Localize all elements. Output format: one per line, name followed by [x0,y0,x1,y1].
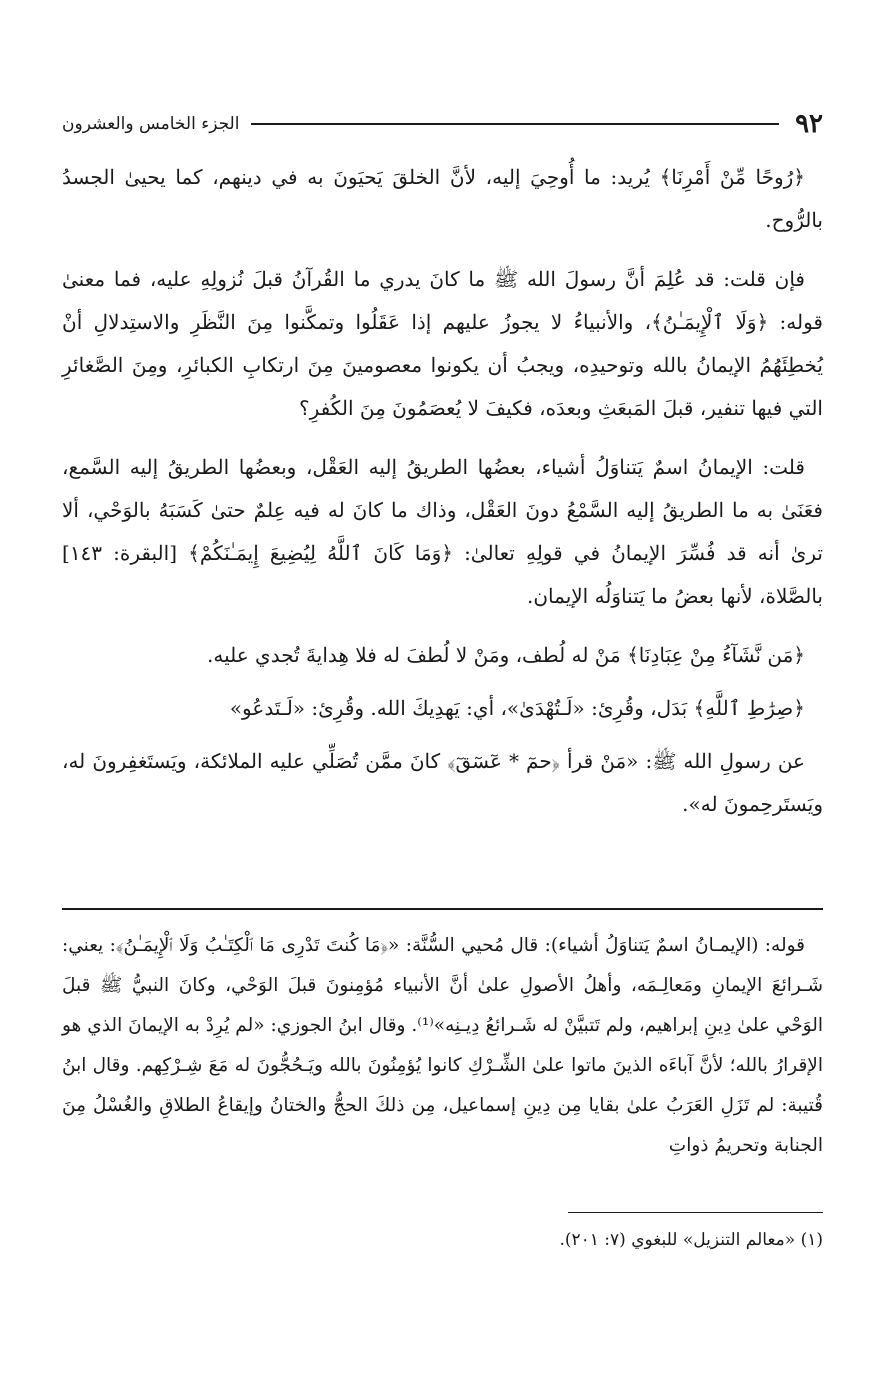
main-paragraph-3: قلت: الإيمانُ اسمٌ يَتناوَلُ أشياء، بعضُها الطريقُ إليه العَقْل، وبعضُها الطريقُ إليه السَّمع، فعَنَىٰ به ما الطريقُ إليه السَّمْعُ دونَ العَقْل، وذاك ما كانَ له فيه عِلمٌ حتىٰ كَسَبَهُ بالوَحْي، ألا ترىٰ أنه قد فُسِّرَ الإيمانُ في قولِهِ تعالىٰ: ﴿وَمَا كَانَ ٱللَّهُ لِيُضِيعَ إِيمَـٰنَكُمْ﴾ [البقرة: ١٤٣] بالصَّلاة، لأنها بعضُ ما يَتناوَلُه الإيمان. [62,455,823,608]
main-paragraph-2: فإن قلت: قد عُلِمَ أنَّ رسولَ الله ﷺ ما كانَ يدري ما القُرآنُ قبلَ نُزولِهِ عليه، فما معنىٰ قوله: ﴿وَلَا ٱلْإِيمَـٰنُ﴾، والأنبياءُ لا يجوزُ عليهم إذا عَقَلُوا وتمكَّنوا مِنَ النَّظَرِ والاستِدلالِ أنْ يُخطِئَهُمُ الإيمانُ بالله وتوحيدِه، ويجبُ أن يكونوا معصومينَ مِنَ ارتكابِ الكبائرِ، ومِنَ الصَّغائرِ التي فيها تنفير، قبلَ المَبعَثِ وبعدَه، فكيفَ لا يُعصَمُونَ مِنَ الكُفرِ؟ [62,267,823,420]
commentary-separator [62,908,823,910]
main-paragraph-1: ﴿رُوحًا مِّنْ أَمْرِنَا﴾ يُريد: ما أُوحِيَ إليه، لأنَّ الخلقَ يَحيَونَ به في دينهم، كما يحيىٰ الجسدُ بالرُّوح. [62,165,823,232]
running-header [62,104,823,144]
footnote: (١) «معالم التنزيل» للبغوي (٧: ٢٠١). [559,1230,823,1250]
running-title: الجزء الخامس والعشرون [62,114,240,134]
commentary [62,926,823,1166]
header-rule [251,123,779,125]
footnote-rule [568,1212,823,1213]
main-paragraph-6: عن رسولِ الله ﷺ: «مَنْ قرأ ﴿حمٓ * عٓسٓقٓ﴾ كانَ ممَّن تُصَلِّي عليه الملائكة، ويَستَغفِرونَ له، ويَستَرحِمونَ له». [62,749,823,816]
page-number: ٩٢ [795,109,823,139]
commentary-paragraph: قوله: (الإيمـانُ اسمٌ يَتناوَلُ أشياء): قال مُحيي السُّنَّة: «﴿مَا كُنتَ تَدْرِى مَا ٱلْكِتَـٰبُ وَلَا ٱلْإِيمَـٰنُ﴾: يعني: شَـرائعَ الإيمانِ ومَعالِـمَه، وأهلُ الأصولِ علىٰ أنَّ الأنبياء مُؤمِنونَ قبلَ الوَحْي، وكانَ النبيُّ ﷺ قبلَ الوَحْي علىٰ دِينِ إبراهيم، ولم تَتبيَّنْ له شَـرائعُ دِيـنِه»⁽¹⁾. وقال ابنُ الجوزي: «لم يُرِدْ به الإيمانَ الذي هو الإقرارُ بالله؛ لأنَّ آباءَه الذينَ ماتوا علىٰ الشِّـرْكِ كانوا يُؤمِنُونَ بالله ويَـحُجُّونَ له مَعَ شِـرْكِهم. وقال ابنُ قُتيبة: لم تَزَلِ العَرَبُ علىٰ بقايا مِن دِينِ إسماعيل، مِن ذلكَ الحجُّ والختانُ وإيقاعُ الطلاقِ والغُسْلُ مِنَ الجنابة وتحريمُ ذواتِ [62,935,823,1156]
main-text [62,156,823,842]
main-paragraph-5: ﴿صِرَٰطِ ٱللَّهِ﴾ بَدَل، وقُرِئ: «لَـتُهْدَىٰ»، أي: يَهدِيكَ الله. وقُرِئ: «لَـتَدعُو» [229,696,805,720]
main-paragraph-4: ﴿مَن نَّشَآءُ مِنْ عِبَادِنَا﴾ مَنْ له لُطف، ومَنْ لا لُطفَ له فلا هِدايةَ تُجدي عليه. [207,643,805,667]
